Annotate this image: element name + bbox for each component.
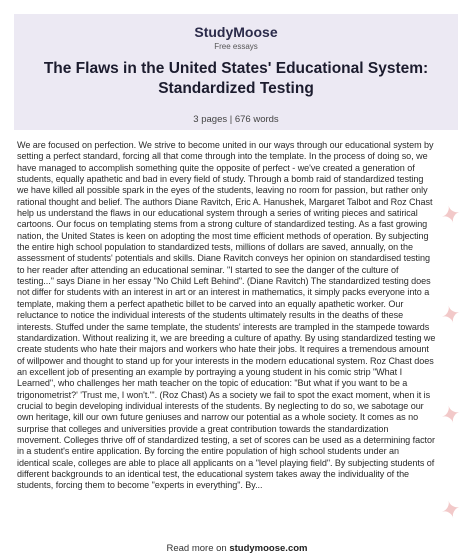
essay-title-line-2: Standardized Testing [158, 80, 314, 97]
essay-body-line: we have killed all possible spark in the eyes of the students, leaving no room for passion, but rather only [17, 185, 428, 196]
essay-body-line: own heritage, kill our own future geniuses and narrow our potential as a whole society. It comes as no [17, 412, 419, 423]
essay-body-line: in a student's entire application. By forcing the entire population of high school students under an [17, 446, 399, 457]
essay-body-line: create students who hate their majors and workers who hate their jobs. It requires a tremendous amount [17, 344, 429, 355]
essay-body-line: cartoons. Our focus on templating stems from a strong culture of standardized testing. As a fast growing [17, 219, 428, 230]
watermark-icon: ✦ [437, 493, 465, 527]
watermark-icon: ✦ [437, 298, 465, 332]
essay-body-line: standardization. Without realizing it, we are breeding a culture of apathy. By using standardized testing we [17, 332, 436, 343]
essay-body-line: an excellent job of presenting an example by portraying a young student in his comic strip "What I [17, 366, 403, 377]
essay-meta: 3 pages | 676 words [193, 114, 279, 125]
essay-body-line: to her reader after attending an educational seminar. "I started to see the danger of the culture of [17, 264, 399, 275]
brand-tagline: Free essays [214, 42, 258, 51]
footer-link[interactable]: studymoose.com [229, 543, 308, 554]
essay-body-line: of willpower and thought to stand up for your interests in the modern educational system. Roz Chast does [17, 355, 434, 366]
essay-header [14, 14, 458, 130]
essay-body-line: rational thought and belief. The authors Diane Ravitch, Eric A. Hanushek, Margaret Talbot and Roz Chast [17, 196, 433, 207]
footer [0, 543, 474, 554]
essay-body-line: setting a perfect standard, forcing all that come through into the template. In the process of doing so, we [17, 151, 428, 162]
essay-body-line: testing..." says Diane in her essay "No Child Left Behind". (Diane Ravitch) The standardized testing does [17, 276, 431, 287]
essay-body-line: We are focused on perfection. We strive to become united in our ways through our educational system by [17, 140, 434, 150]
watermark-icon: ✦ [437, 398, 465, 432]
essay-body-line: reluctance to notice the individual interests of the students ultimately results in the deaths of these [17, 310, 404, 321]
essay-body-line: surprise that colleges and universities provide a great contribution towards the standardization [17, 423, 389, 434]
essay-body-line: trigonometrist?' 'Trust me, I won't.'". (Roz Chast) As a society we fail to spot the exact moment, when it is [17, 389, 431, 400]
essay-body-line: students, forcing them to become "experts in everything". By... [17, 480, 263, 491]
footer-prefix: Read more on [166, 543, 227, 554]
essay-body-line: Learned", who challenges her math teacher on the topic of education: "But what if you want to be a [17, 378, 408, 389]
essay-body-line: movement. Colleges thrive off of standardized testing, a set of scores can be used as a determining factor [17, 434, 435, 445]
essay-body-line: students, equally apathetic and bad in every field of study. Through a bomb raid of standardized testing [17, 174, 424, 185]
watermark-icon: ✦ [437, 198, 465, 232]
essay-body-line: the entire high school population to standardized tests, millions of dollars are saved, annually, on the [17, 242, 413, 253]
essay-body-line: different backgrounds to an identical test, the educational system takes away the individuality of the [17, 468, 410, 479]
essay-body-line: have managed to accomplish something quite the opposite of perfect - we've created a generation of [17, 162, 415, 173]
essay-body [17, 140, 457, 492]
essay-body-line: identical scale, colleges are able to place all applicants on a "level playing field". By subjecting students of [17, 457, 435, 468]
essay-body-line: assessment of students' potentials and skills. Diane Ravitch conveys her opinion on standardised testing [17, 253, 430, 264]
essay-body-line: help us understand the flaws in our educational system through a series of writing pieces and satirical [17, 208, 418, 219]
brand-logo[interactable]: StudyMoose [194, 24, 278, 40]
essay-title [24, 59, 448, 99]
essay-title-line-1: The Flaws in the United States' Educational System: [43, 60, 429, 77]
essay-body-line: interests. Stuffed under the same template, the students' interests are trampled in the stampede towards [17, 321, 430, 332]
essay-body-line: not differ for students with an interest in art or an interest in mathematics, it simply packs everyone into a [17, 287, 430, 298]
essay-body-line: crucial to begin developing individual interests of the students. By neglecting to do so, we sabotage our [17, 400, 424, 411]
essay-body-line: nation, the United States is keen on adopting the most time efficient methods of operation. By subjecting [17, 230, 429, 241]
essay-body-line: template, making them a perfect apathetic billet to be carved into an equally apathetic worker. Our [17, 298, 404, 309]
